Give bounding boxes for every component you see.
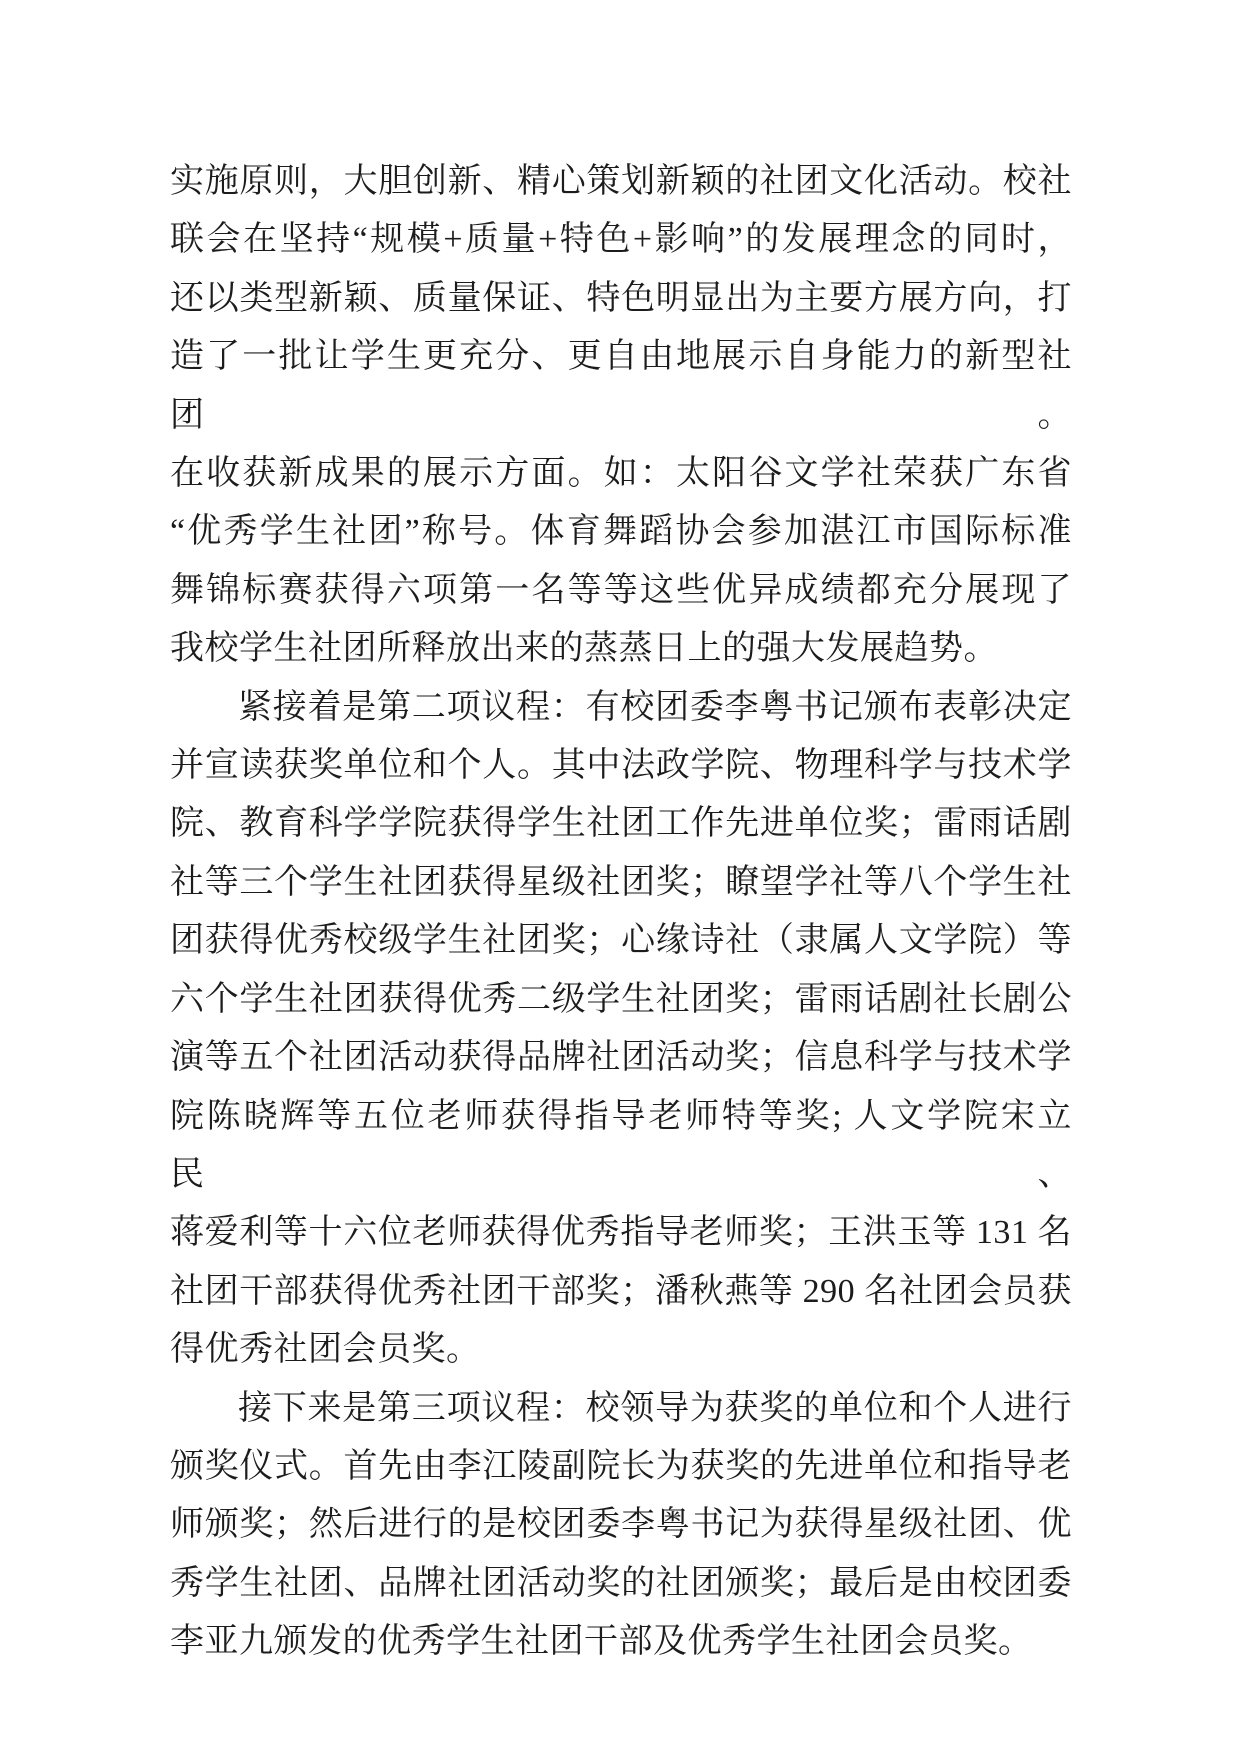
text-line: 并宣读获奖单位和个人。其中法政学院、物理科学与技术学 (170, 747, 1072, 785)
document-body (170, 153, 1072, 1672)
text-line: 联会在坚持“规模+质量+特色+影响”的发展理念的同时， (170, 221, 1072, 259)
text-line: 蒋爱利等十六位老师获得优秀指导老师奖；王洪玉等 131 名 (170, 1214, 1072, 1252)
text-line: “优秀学生社团”称号。体育舞蹈协会参加湛江市国际标准 (170, 513, 1072, 551)
text-line: 紧接着是第二项议程：有校团委李粤书记颁布表彰决定 (238, 688, 1072, 726)
paragraph (170, 1380, 1072, 1672)
text-line: 接下来是第三项议程：校领导为获奖的单位和个人进行 (238, 1389, 1072, 1427)
text-line: 院、教育科学学院获得学生社团工作先进单位奖；雷雨话剧 (170, 805, 1072, 843)
text-line: 造了一批让学生更充分、更自由地展示自身能力的新型社团。 (170, 338, 1072, 434)
paragraph (170, 679, 1072, 1380)
text-line: 舞锦标赛获得六项第一名等等这些优异成绩都充分展现了 (170, 571, 1072, 609)
text-line: 演等五个社团活动获得品牌社团活动奖；信息科学与技术学 (170, 1039, 1072, 1077)
text-line: 秀学生社团、品牌社团活动奖的社团颁奖；最后是由校团委 (170, 1564, 1072, 1602)
text-line: 六个学生社团获得优秀二级学生社团奖；雷雨话剧社长剧公 (170, 980, 1072, 1018)
text-line: 得优秀社团会员奖。 (170, 1331, 481, 1369)
text-line: 实施原则，大胆创新、精心策划新颖的社团文化活动。校社 (170, 163, 1072, 200)
text-line: 社等三个学生社团获得星级社团奖；瞭望学社等八个学生社 (170, 863, 1072, 901)
text-line: 李亚九颁发的优秀学生社团干部及优秀学生社团会员奖。 (170, 1623, 1033, 1661)
text-line: 在收获新成果的展示方面。如：太阳谷文学社荣获广东省 (170, 455, 1072, 493)
text-line: 团获得优秀校级学生社团奖；心缘诗社（隶属人文学院）等 (170, 922, 1072, 960)
text-line: 院陈晓辉等五位老师获得指导老师特等奖; 人文学院宋立民、 (170, 1097, 1072, 1193)
text-line: 我校学生社团所释放出来的蒸蒸日上的强大发展趋势。 (170, 630, 998, 668)
paragraph (170, 153, 1072, 679)
text-line: 还以类型新颖、质量保证、特色明显出为主要方展方向，打 (170, 279, 1072, 317)
text-line: 师颁奖；然后进行的是校团委李粤书记为获得星级社团、优 (170, 1506, 1072, 1544)
text-line: 颁奖仪式。首先由李江陵副院长为获奖的先进单位和指导老 (170, 1447, 1072, 1485)
text-line: 社团干部获得优秀社团干部奖；潘秋燕等 290 名社团会员获 (170, 1272, 1072, 1310)
